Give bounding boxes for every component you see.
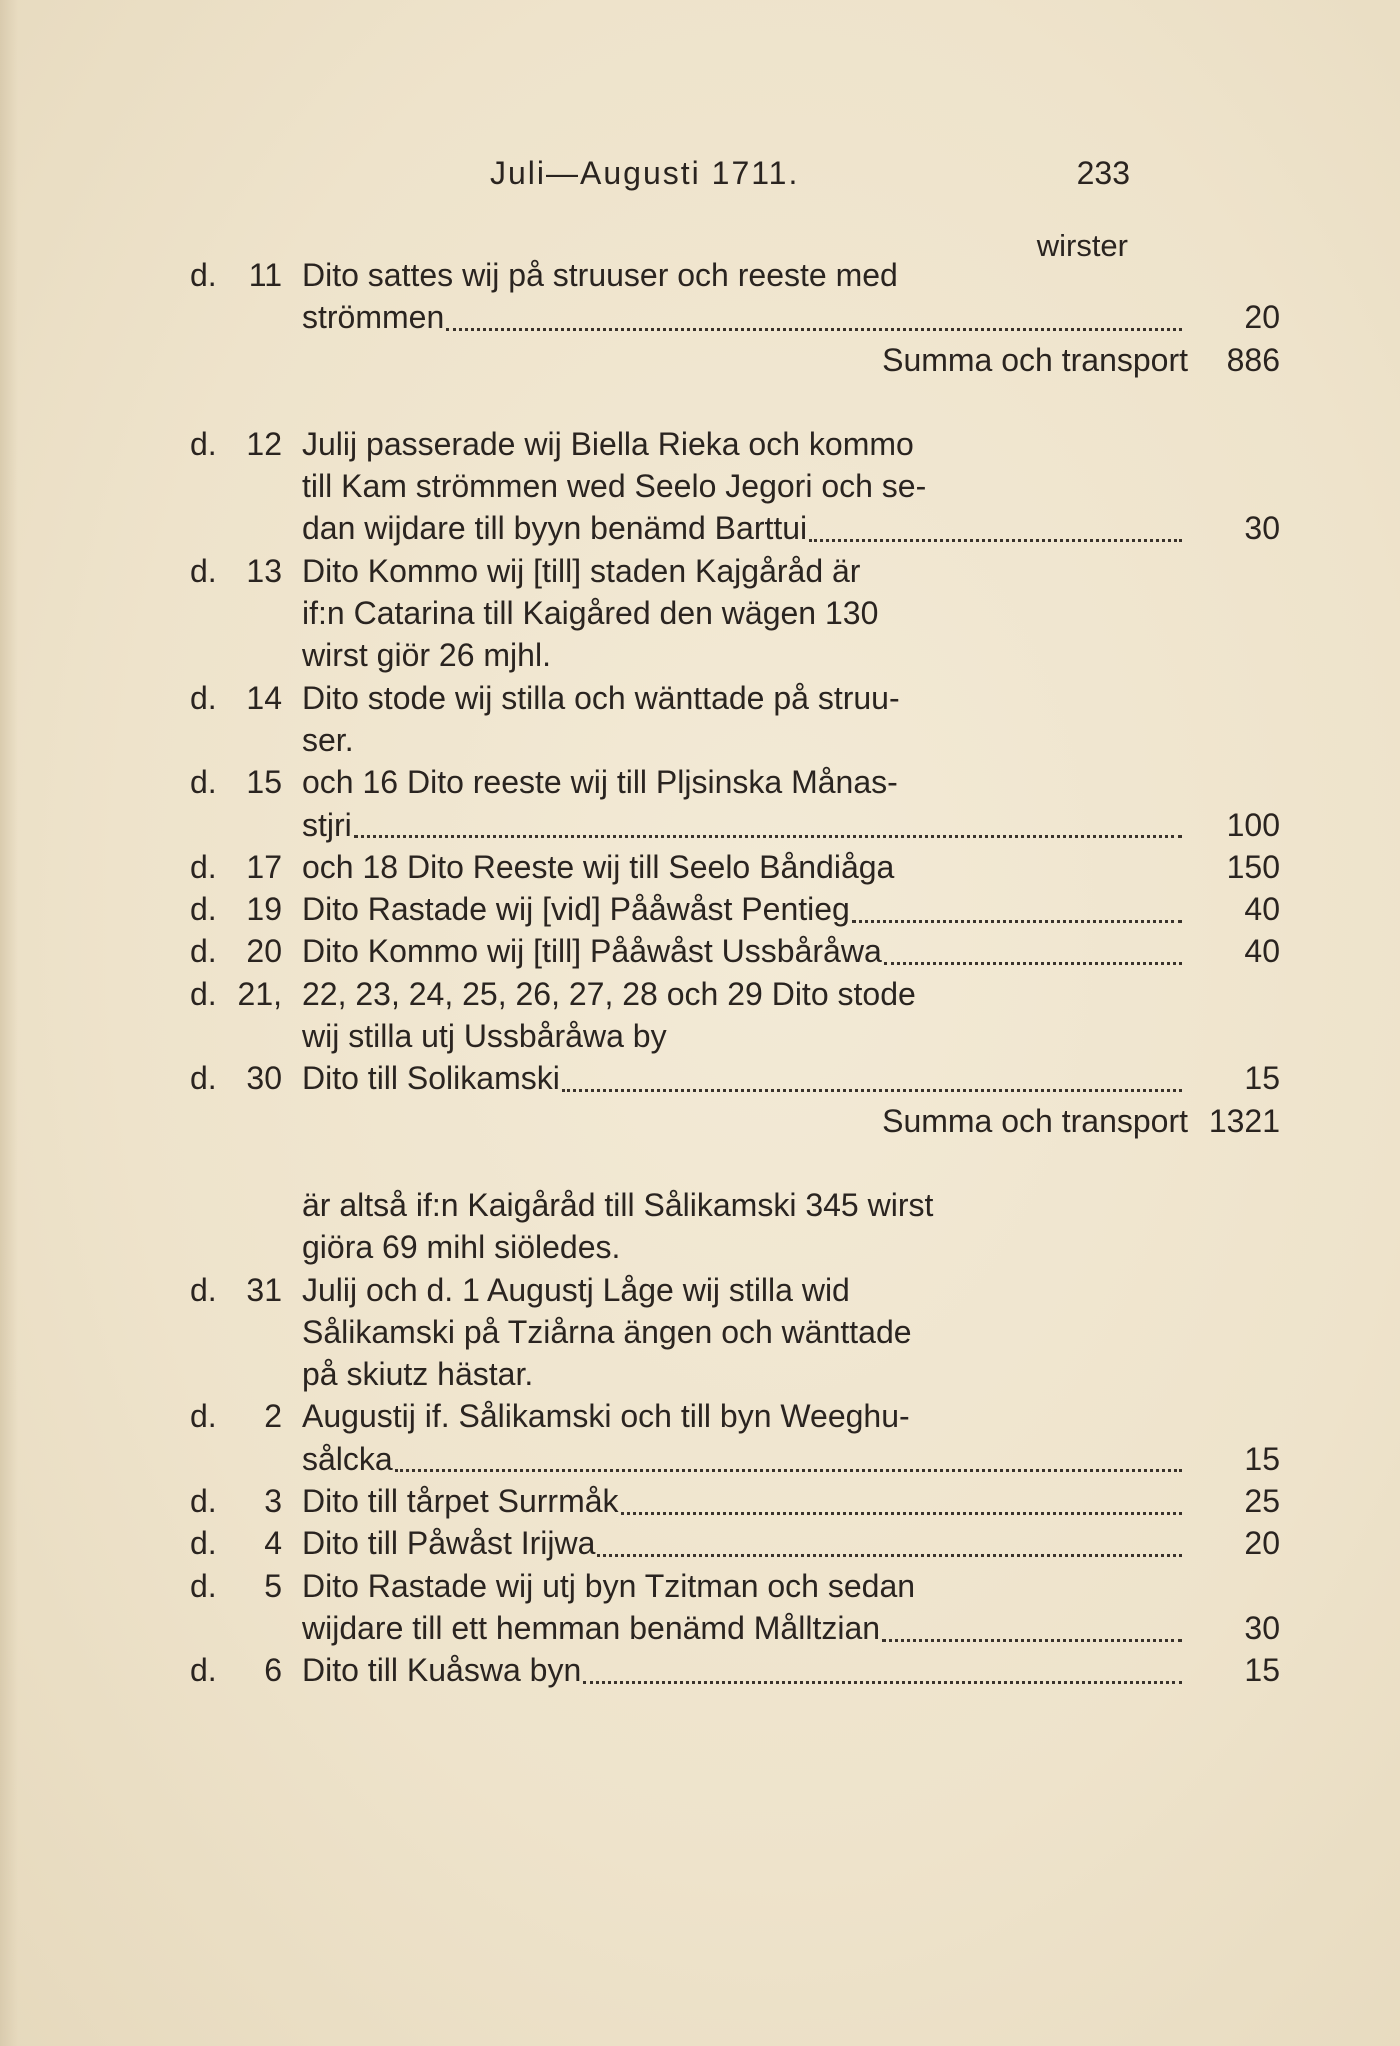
day-number: 4: [264, 1525, 282, 1562]
journal-entries: [190, 254, 1280, 1692]
distance-amount: 100: [1226, 806, 1280, 843]
entry-text: och 16 Dito reeste wij till Pljsinska Månas-: [302, 764, 898, 801]
entry-text-with-leader: [302, 1480, 1188, 1522]
entry-text-with-leader: [302, 1522, 1188, 1564]
distance-amount: 30: [1244, 1609, 1280, 1646]
day-number: 6: [264, 1652, 282, 1689]
entry-text: wirst giör 26 mjhl.: [302, 637, 551, 674]
dot-leader: [809, 539, 1182, 542]
entry-line: [190, 846, 1280, 888]
date-prefix: d.: [190, 848, 217, 885]
entry-line: [190, 634, 1090, 676]
day-number: 2: [264, 1398, 282, 1435]
entry-line: [190, 465, 1090, 507]
entry-line: [190, 1522, 1280, 1564]
entry-text-with-leader: [302, 296, 1188, 338]
entry-text-with-leader: [302, 1607, 1188, 1649]
entry-line: [190, 1565, 1090, 1607]
running-title: Juli—Augusti 1711.: [490, 155, 800, 191]
entry-line: [190, 1226, 1090, 1268]
entry-text: Dito Kommo wij [till] staden Kajgåråd är: [302, 552, 861, 589]
distance-amount: 15: [1244, 1440, 1280, 1477]
day-number: 19: [246, 891, 282, 928]
entry-line: [190, 1607, 1280, 1649]
day-number: 12: [246, 425, 282, 462]
entry-line: [190, 677, 1090, 719]
entry-text-with-leader: [302, 507, 1188, 549]
entry-line: [190, 1184, 1090, 1226]
entry-text: 22, 23, 24, 25, 26, 27, 28 och 29 Dito stode: [302, 975, 916, 1012]
dot-leader: [562, 1089, 1182, 1092]
entry-line: [190, 1395, 1090, 1437]
entry-text: giöra 69 mihl siöledes.: [302, 1229, 621, 1266]
entry-text: Dito sattes wij på struuser och reeste med: [302, 257, 898, 293]
entry-text: Augustij if. Sålikamski och till byn Weeghu-: [302, 1398, 910, 1435]
dot-leader: [882, 1639, 1182, 1642]
dot-leader: [884, 962, 1182, 965]
day-number: 17: [246, 848, 282, 885]
distance-amount: 20: [1244, 1525, 1280, 1562]
date-prefix: d.: [190, 679, 217, 716]
blank-line: [190, 381, 1090, 423]
entry-line: [190, 1649, 1280, 1691]
entry-text: wijdare till ett hemman benämd Målltzian: [302, 1609, 881, 1646]
date-prefix: d.: [190, 425, 217, 462]
date-prefix: d.: [190, 764, 217, 801]
distance-amount: 40: [1244, 891, 1280, 928]
unit-label: wirster: [1036, 228, 1128, 263]
date-prefix: d.: [190, 933, 217, 970]
day-number: 15: [246, 764, 282, 801]
date-prefix: d.: [190, 1271, 217, 1308]
entry-text: Dito till Påwåst Irijwa: [302, 1525, 596, 1562]
entry-text-with-leader: [302, 804, 1188, 846]
entry-text: ser.: [302, 721, 354, 758]
blank-line: [190, 1142, 1090, 1184]
entry-text-with-leader: [302, 888, 1188, 930]
entry-line: [190, 719, 1090, 761]
summary-label: Summa och transport: [882, 1102, 1188, 1139]
entry-text: Dito Kommo wij [till] Pååwåst Ussbåråwa: [302, 933, 882, 970]
entry-text-with-leader: [302, 1649, 1188, 1691]
entry-text: Dito till tårpet Surrmåk: [302, 1483, 619, 1520]
entry-line: [190, 888, 1280, 930]
date-prefix: d.: [190, 1060, 217, 1097]
date-prefix: d.: [190, 1398, 217, 1435]
entry-line: [190, 804, 1280, 846]
dot-leader: [597, 1554, 1182, 1557]
entry-line: [190, 1057, 1280, 1099]
entry-text: och 18 Dito Reeste wij till Seelo Båndiåga: [302, 848, 895, 885]
entry-text: Julij och d. 1 Augustj Låge wij stilla wid: [302, 1271, 850, 1308]
entry-text: Dito till Solikamski: [302, 1060, 560, 1097]
entry-line: [190, 761, 1090, 803]
distance-amount: 30: [1244, 510, 1280, 547]
day-number: 5: [264, 1567, 282, 1604]
date-prefix: d.: [190, 891, 217, 928]
distance-amount: 15: [1244, 1652, 1280, 1689]
entry-text: är altså if:n Kaigåråd till Sålikamski 345 wirst: [302, 1186, 934, 1223]
date-prefix: d.: [190, 552, 217, 589]
date-prefix: d.: [190, 1652, 217, 1689]
day-number: 13: [246, 552, 282, 589]
dot-leader: [446, 328, 1182, 331]
date-prefix: d.: [190, 1567, 217, 1604]
entry-line: [190, 1311, 1090, 1353]
date-prefix: d.: [190, 1525, 217, 1562]
entry-line: [190, 254, 1090, 296]
entry-text: if:n Catarina till Kaigåred den wägen 130: [302, 595, 879, 632]
summary-amount: 1321: [1208, 1102, 1280, 1139]
entry-text-with-leader: [302, 930, 1188, 972]
day-number: 11: [248, 257, 282, 293]
entry-text: Dito stode wij stilla och wänttade på struu-: [302, 679, 900, 716]
distance-amount: 150: [1226, 848, 1280, 885]
entry-text: Julij passerade wij Biella Rieka och kommo: [302, 425, 914, 462]
entry-text: wij stilla utj Ussbåråwa by: [302, 1018, 667, 1055]
day-number: 14: [246, 679, 282, 716]
day-number: 30: [246, 1060, 282, 1097]
entry-line: [190, 1015, 1090, 1057]
entry-line: [190, 507, 1280, 549]
dot-leader: [354, 835, 1182, 838]
entry-text-with-leader: [302, 1438, 1188, 1480]
entry-text-with-leader: [302, 1057, 1188, 1099]
entry-text: dan wijdare till byyn benämd Barttui: [302, 510, 808, 547]
distance-amount: 40: [1244, 933, 1280, 970]
date-prefix: d.: [190, 257, 217, 293]
dot-leader: [852, 920, 1182, 923]
entry-text: sålcka: [302, 1440, 393, 1477]
summary-amount: 886: [1226, 341, 1280, 378]
dot-leader: [583, 1681, 1182, 1684]
day-number: 3: [264, 1483, 282, 1520]
entry-text: Dito till Kuåswa byn: [302, 1652, 582, 1689]
entry-line: [190, 1269, 1090, 1311]
page-header: [490, 155, 1130, 195]
summary-label: Summa och transport: [882, 341, 1188, 378]
entry-line: [190, 1100, 1280, 1142]
entry-text: Sålikamski på Tziårna ängen och wänttade: [302, 1313, 912, 1350]
entry-line: [190, 296, 1280, 338]
entry-line: [190, 930, 1280, 972]
entry-text: strömmen: [302, 299, 445, 336]
entry-text: till Kam strömmen wed Seelo Jegori och se-: [302, 468, 927, 505]
entry-text: Dito Rastade wij [vid] Pååwåst Pentieg: [302, 891, 850, 928]
page-edge-shadow: [0, 0, 18, 2046]
day-number: 31: [246, 1271, 282, 1308]
day-number: 20: [246, 933, 282, 970]
dot-leader: [395, 1469, 1182, 1472]
date-prefix: d.: [190, 975, 217, 1012]
entry-line: [190, 1480, 1280, 1522]
entry-text: Dito Rastade wij utj byn Tzitman och sedan: [302, 1567, 916, 1604]
distance-amount: 25: [1244, 1483, 1280, 1520]
entry-text: stjri: [302, 806, 352, 843]
distance-amount: 20: [1244, 299, 1280, 336]
entry-line: [190, 973, 1090, 1015]
distance-amount: 15: [1244, 1060, 1280, 1097]
entry-line: [190, 592, 1090, 634]
entry-line: [190, 550, 1090, 592]
entry-line: [190, 1438, 1280, 1480]
date-prefix: d.: [190, 1483, 217, 1520]
day-number: 21,: [237, 975, 282, 1012]
dot-leader: [621, 1512, 1182, 1515]
entry-text: på skiutz hästar.: [302, 1356, 534, 1393]
page-number: 233: [1076, 155, 1130, 191]
entry-line: [190, 1353, 1090, 1395]
entry-line: [190, 423, 1090, 465]
entry-line: [190, 339, 1280, 381]
